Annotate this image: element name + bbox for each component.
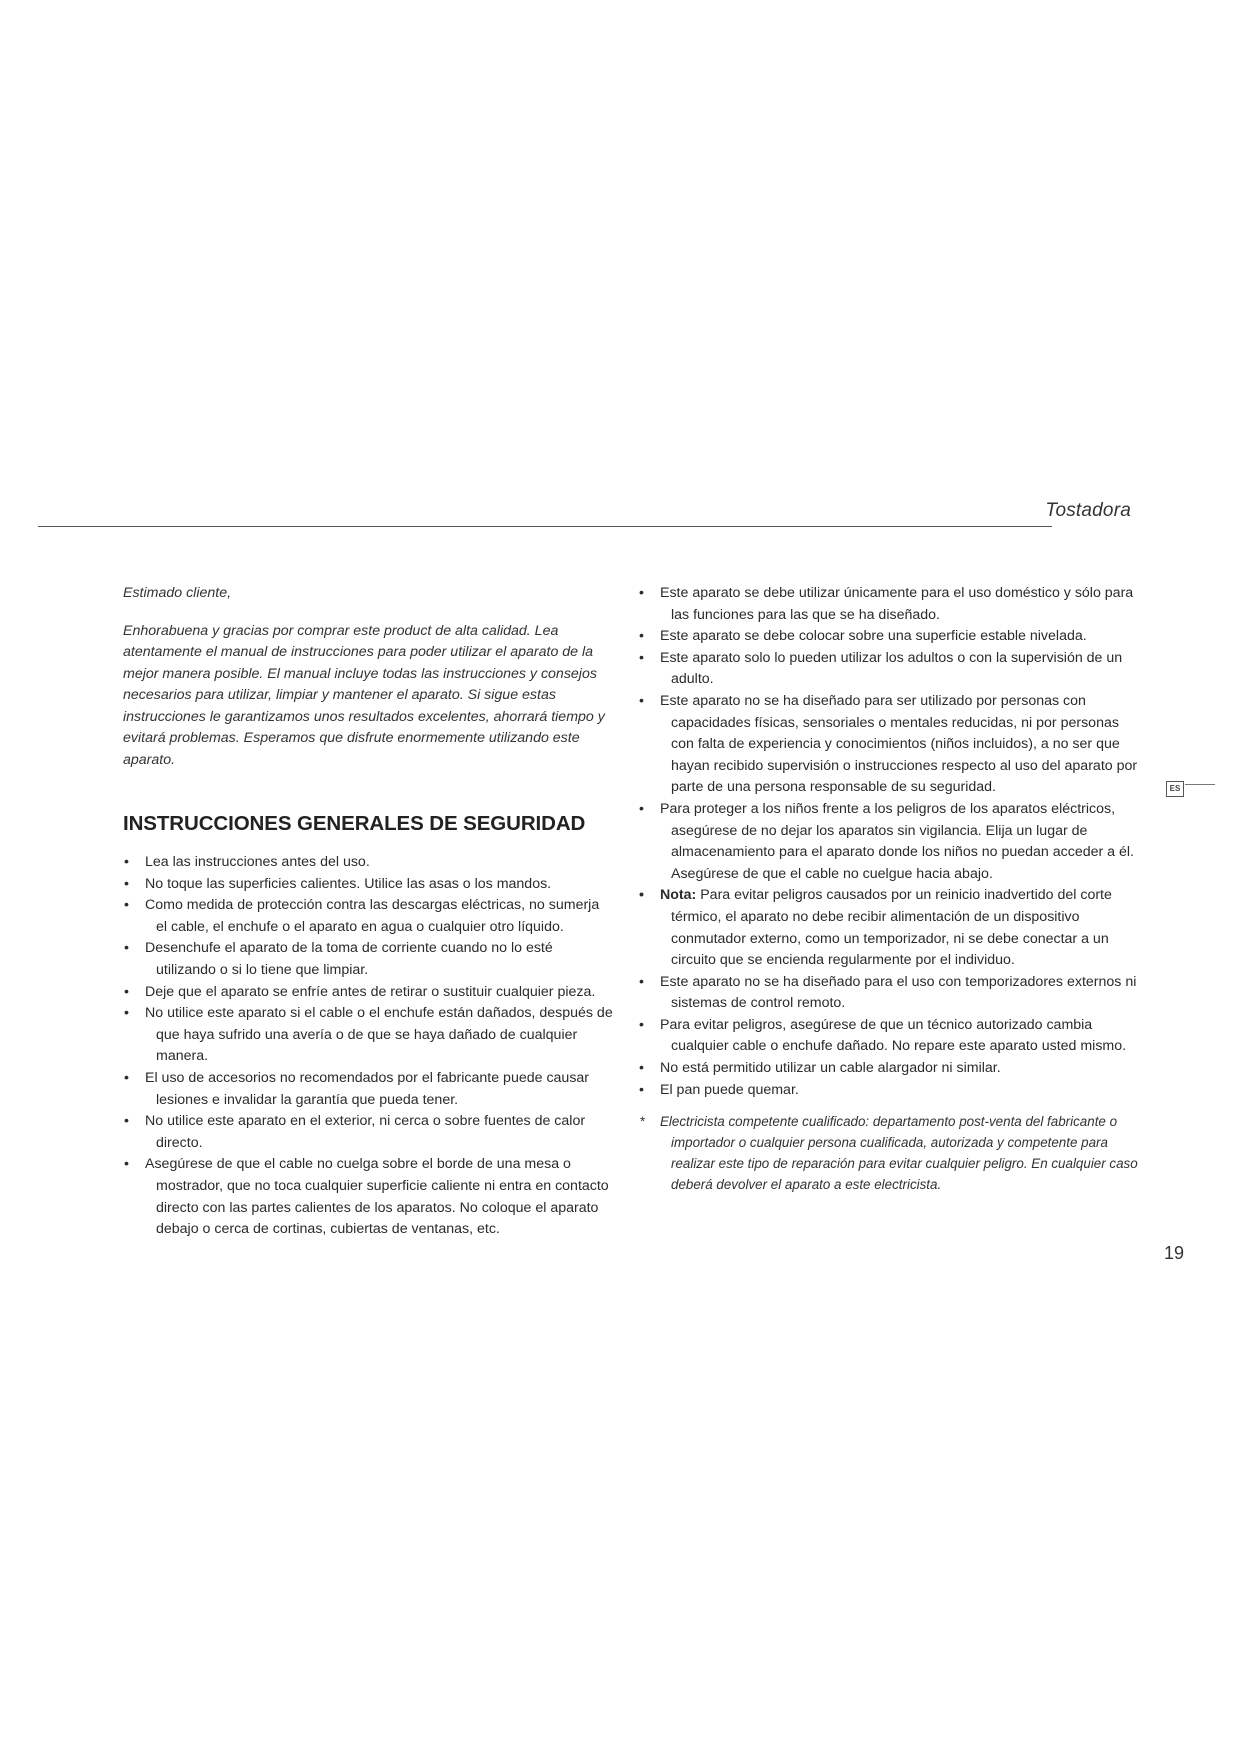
- list-item-text: Este aparato solo lo pueden utilizar los adultos o con la supervisión de un adulto.: [660, 649, 1123, 688]
- language-tab: ES: [1166, 781, 1184, 797]
- list-item: [123, 1068, 613, 1111]
- list-item-text: Este aparato se debe utilizar únicamente para el uso doméstico y sólo para las funciones para las que se ha diseñado.: [660, 585, 1134, 623]
- list-item-text: El uso de accesorios no recomendados por el fabricante puede causar lesiones e invalidar la garantía que pueda tener.: [145, 1069, 590, 1108]
- safety-list-right: [638, 583, 1138, 1101]
- greeting: Estimado cliente,: [123, 585, 232, 601]
- intro-paragraph: Enhorabuena y gracias por comprar este product de alta calidad. Lea atentamente el manual de instrucciones para poder utilizar el aparato de la mejor manera posible. El manual incluye todas las instrucciones y consejos necesarios para utilizar, limpiar y mantener el aparato. Si sigue estas instrucciones le garantizamos unos resultados excelentes, ahorrará tiempo y evitará problemas. Esperamos que disfrute enormemente utilizando este aparato.: [123, 622, 605, 768]
- list-item-text: No utilice este aparato en el exterior, ni cerca o sobre fuentes de calor directo.: [145, 1113, 586, 1151]
- list-item-text: No utilice este aparato si el cable o el enchufe están dañados, después de que haya sufrido una avería o de que se haya dañado de cualquier manera.: [145, 1005, 613, 1065]
- list-item: [123, 982, 613, 1004]
- list-item: [638, 1058, 1138, 1080]
- bullet: •: [124, 875, 129, 892]
- list-item-text: Para evitar peligros, asegúrese de que un técnico autorizado cambia cualquier cable o enchufe dañado. No repare este aparato usted mismo.: [660, 1016, 1127, 1055]
- header-rule: [38, 526, 1052, 527]
- footnote: [638, 1111, 1138, 1195]
- bullet: •: [124, 1069, 129, 1086]
- list-item: [123, 852, 613, 874]
- bullet: •: [639, 1081, 644, 1098]
- language-tab-line: [1185, 784, 1215, 785]
- list-item-text: Para proteger a los niños frente a los peligros de los aparatos eléctricos, asegúrese de no dejar los aparatos sin vigilancia. Elija un lugar de almacenamiento para el aparato donde los niños no puedan acceder a él. Asegúrese de que el cable no cuelgue hacia abajo.: [660, 800, 1134, 882]
- bullet: •: [639, 1016, 644, 1033]
- bullet: •: [639, 973, 644, 990]
- bullet: •: [124, 1005, 129, 1022]
- note-text: Para evitar peligros causados por un reinicio inadvertido del corte térmico, el aparato no debe recibir alimentación de un dispositivo conmutador externo, como un temporizador, ni se debe conectar a un circuito que se encienda regularmente por el individuo.: [671, 887, 1112, 969]
- bullet: •: [124, 983, 129, 1000]
- list-item-text: Este aparato no se ha diseñado para ser utilizado por personas con capacidades físicas, sensoriales o mentales reducidas, ni por personas con falta de experiencia y conocimientos (niños incluidos), a no ser que hayan recibido supervisión o instrucciones respecto al uso del aparato por parte de una persona responsable de su seguridad.: [660, 692, 1138, 796]
- note-label: Nota:: [660, 887, 697, 904]
- list-item: [638, 799, 1138, 885]
- section-title: INSTRUCCIONES GENERALES DE SEGURIDAD: [123, 812, 586, 835]
- list-item-text: Como medida de protección contra las descargas eléctricas, no sumerja el cable, el enchufe o el aparato en agua o cualquier otro líquido.: [145, 897, 600, 935]
- list-item-text: El pan puede quemar.: [660, 1081, 799, 1098]
- bullet: •: [124, 1156, 129, 1173]
- list-item: [123, 1154, 613, 1240]
- note-text-wrapper: [660, 885, 1138, 971]
- list-item: [123, 895, 613, 938]
- note-item: [638, 885, 1138, 971]
- list-item-text: Este aparato se debe colocar sobre una superficie estable nivelada.: [660, 628, 1087, 645]
- list-item-text: Asegúrese de que el cable no cuelga sobre el borde de una mesa o mostrador, que no toca cualquier superficie caliente ni entra en contacto directo con las partes calientes de los aparatos. No coloque el aparato debajo o cerca de cortinas, cubiertas de ventanas, etc.: [145, 1156, 609, 1238]
- right-column: [638, 583, 1138, 1195]
- bullet: •: [124, 1113, 129, 1130]
- safety-list-left: [123, 852, 613, 1241]
- list-item: [638, 1080, 1138, 1102]
- left-column: [123, 583, 613, 1241]
- list-item-text: No está permitido utilizar un cable alargador ni similar.: [660, 1060, 1001, 1077]
- list-item-text: Deje que el aparato se enfríe antes de retirar o sustituir cualquier pieza.: [145, 983, 596, 1000]
- list-item: [638, 583, 1138, 626]
- bullet: •: [639, 585, 644, 601]
- list-item: [123, 938, 613, 981]
- list-item: [638, 691, 1138, 799]
- list-item: [638, 648, 1138, 691]
- bullet: •: [639, 628, 644, 645]
- list-item: [123, 1111, 613, 1154]
- bullet: •: [639, 887, 644, 904]
- list-item: [638, 626, 1138, 648]
- list-item-text: Este aparato no se ha diseñado para el uso con temporizadores externos ni sistemas de control remoto.: [660, 973, 1137, 1012]
- list-item-text: Desenchufe el aparato de la toma de corriente cuando no lo esté utilizando o si lo tiene que limpiar.: [145, 940, 553, 978]
- list-item-text: No toque las superficies calientes. Utilice las asas o los mandos.: [145, 875, 552, 892]
- list-item-text: Lea las instrucciones antes del uso.: [145, 854, 370, 870]
- bullet: •: [124, 940, 129, 957]
- footnote-mark: *: [640, 1114, 646, 1130]
- bullet: •: [124, 854, 129, 870]
- page-number: 19: [1163, 1243, 1184, 1263]
- list-item: [638, 1015, 1138, 1058]
- bullet: •: [639, 692, 644, 709]
- bullet: •: [124, 897, 129, 914]
- list-item: [123, 874, 613, 896]
- bullet: •: [639, 800, 644, 817]
- list-item: [638, 972, 1138, 1015]
- bullet: •: [639, 1060, 644, 1077]
- page-header-title: Tostadora: [1045, 500, 1131, 521]
- footnote-text: Electricista competente cualificado: departamento post-venta del fabricante o importador o cualquier persona cualificada, autorizada y competente para realizar este tipo de reparación para evitar cualquier peligro. En cualquier caso deberá devolver el aparato a este electricista.: [660, 1114, 1138, 1193]
- bullet: •: [639, 649, 644, 666]
- list-item: [123, 1003, 613, 1068]
